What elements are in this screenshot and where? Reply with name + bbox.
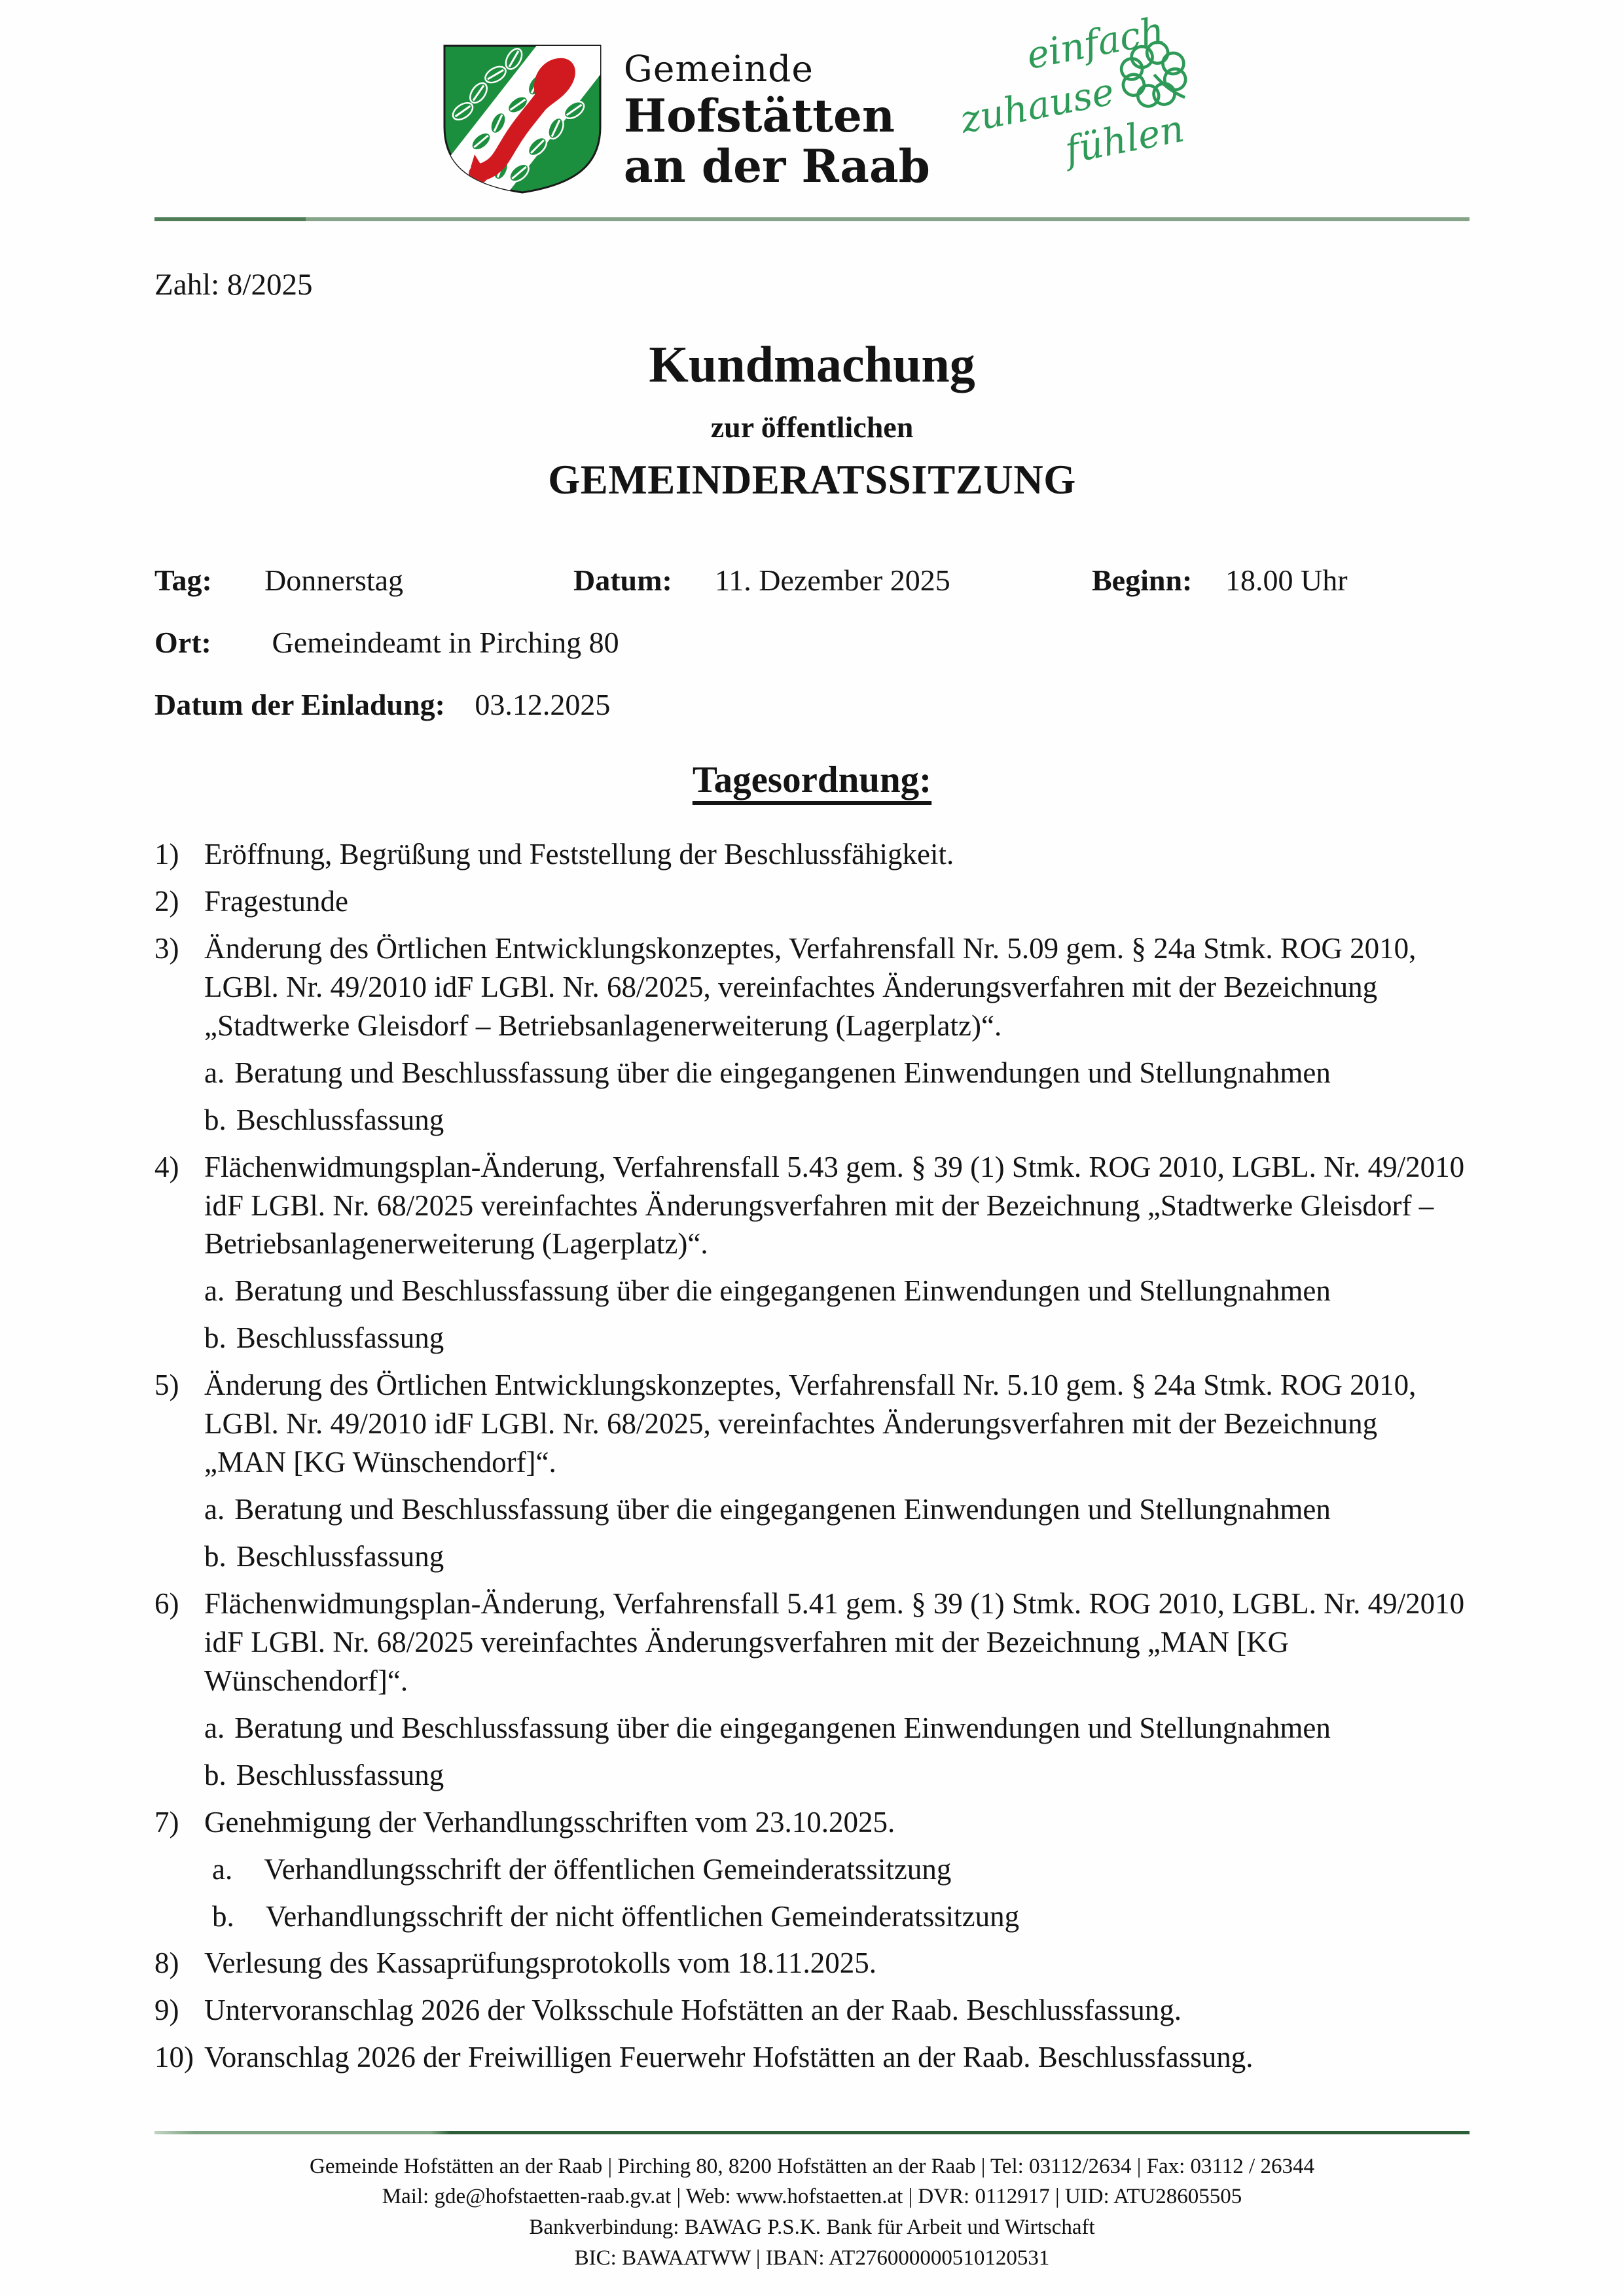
page-subtitle: zur öffentlichen [710,410,914,444]
agenda-item-text: Untervoranschlag 2026 der Volksschule Hofstätten an der Raab. Beschlussfassung. [204,1994,1182,2027]
agenda-subitem [212,1897,1466,1936]
agenda-subitems [204,1054,1466,1139]
footer-rule [154,2131,1470,2134]
ort-value: Gemeindeamt in Pirching 80 [272,626,619,659]
agenda-item-body [204,2038,1466,2077]
agenda-item-number: 10) [154,2041,194,2074]
agenda-subitem [204,1490,1466,1529]
footer-line-4: BIC: BAWAATWW | IBAN: AT276000000510120531 [574,2246,1050,2270]
agenda-subitem [204,1101,1466,1139]
agenda-subitems [204,1490,1466,1576]
agenda-item-body [204,1585,1466,1795]
agenda-subitem-letter: b. [204,1540,226,1573]
datum-label: Datum: [573,564,672,597]
agenda-subitem-letter: a. [204,1711,225,1744]
agenda-subitems [204,1272,1466,1357]
logo-row [168,9,1470,195]
agenda-item [154,835,1466,874]
agenda-subitem-text: Beschlussfassung [236,1540,444,1573]
page-title: Kundmachung [649,336,975,393]
slogan-line3: fühlen [1061,107,1188,173]
agenda-item-number: 2) [154,884,179,918]
agenda-item [154,1585,1466,1795]
agenda-subitem-letter: b. [204,1321,226,1355]
header-rule [154,217,1470,221]
agenda-item-number: 1) [154,838,179,870]
org-name-line2: Hofstätten [623,90,895,143]
masthead [154,9,1470,221]
agenda-item-body [204,1148,1466,1358]
agenda-item-body [204,1803,1466,1936]
agenda-item-text: Flächenwidmungsplan-Änderung, Verfahrensfall 5.43 gem. § 39 (1) Stmk. ROG 2010, LGBL. Nr. 49/2010 idF LGBl. Nr. 68/2025 vereinfachtes Änderungsverfahren mit der Bezeichnung „Stadtwerke Gleisdorf – Betriebsanlagenerweiterung (Lagerplatz)“. [204,1150,1465,1261]
agenda-item [154,1366,1466,1576]
agenda-subitem-text: Verhandlungsschrift der nicht öffentlichen Gemeinderatssitzung [265,1899,1020,1933]
agenda-subitem-text: Verhandlungsschrift der öffentlichen Gemeinderatssitzung [264,1852,952,1886]
agenda-subitem [204,1319,1466,1357]
agenda-item-number: 4) [154,1150,179,1183]
agenda-heading: Tagesordnung: [692,759,932,800]
agenda-item-number: 6) [154,1587,179,1620]
meeting-details [154,563,1470,722]
agenda-item-text: Änderung des Örtlichen Entwicklungskonzeptes, Verfahrensfall Nr. 5.09 gem. § 24a Stmk. ROG 2010, LGBl. Nr. 49/2010 idF LGBl. Nr. 68/2025, vereinfachtes Änderungsverfahren mit der Bezeichnung „Stadtwerke Gleisdorf – Betriebsanlagenerweiterung (Lagerplatz)“. [204,931,1416,1042]
meeting-details-row3 [154,687,1470,722]
agenda-item [154,1803,1466,1936]
agenda-subitem-letter: a. [204,1493,225,1526]
agenda-subitem-text: Beratung und Beschlussfassung über die eingegangenen Einwendungen und Stellungnahmen [234,1493,1331,1526]
slogan [948,7,1208,189]
agenda-item-body [204,882,1466,921]
agenda-item-text: Flächenwidmungsplan-Änderung, Verfahrensfall 5.41 gem. § 39 (1) Stmk. ROG 2010, LGBL. Nr. 49/2010 idF LGBl. Nr. 68/2025 vereinfachtes Änderungsverfahren mit der Bezeichnung „MAN [KG Wünschendorf]“. [204,1587,1465,1697]
agenda-subitem-letter: a. [212,1852,233,1886]
agenda-item [154,1991,1466,2030]
agenda-subitem-letter: a. [204,1274,225,1308]
agenda-subitem-text: Beratung und Beschlussfassung über die eingegangenen Einwendungen und Stellungnahmen [234,1274,1331,1308]
agenda-item-text: Änderung des Örtlichen Entwicklungskonzeptes, Verfahrensfall Nr. 5.10 gem. § 24a Stmk. ROG 2010, LGBl. Nr. 49/2010 idF LGBl. Nr. 68/2025, vereinfachtes Änderungsverfahren mit der Bezeichnung „MAN [KG Wünschendorf]“. [204,1369,1416,1479]
agenda-item [154,929,1466,1139]
agenda-item-number: 3) [154,931,179,965]
agenda-item-body [204,1944,1466,1982]
agenda-subitem [204,1709,1466,1748]
agenda-subitem-text: Beschlussfassung [236,1321,444,1355]
document-footer [154,2131,1470,2274]
agenda-item-text: Verlesung des Kassaprüfungsprotokolls vom 18.11.2025. [204,1946,876,1980]
event-title: GEMEINDERATSSITZUNG [548,457,1076,503]
beginn-value: 18.00 Uhr [1225,564,1348,597]
clover-icon [1108,29,1200,121]
ort-label: Ort: [154,626,211,659]
slogan-line1: einfach [1023,9,1168,78]
agenda-subitems [204,1850,1466,1936]
agenda-item-body [204,835,1466,874]
agenda-item [154,1944,1466,1982]
agenda-item-text: Voranschlag 2026 der Freiwilligen Feuerwehr Hofstätten an der Raab. Beschlussfassung. [204,2041,1254,2074]
agenda-item-text: Eröffnung, Begrüßung und Feststellung der Beschlussfähigkeit. [204,838,954,870]
meeting-details-row2 [154,625,1470,660]
org-name-line1: Gemeinde [623,48,814,90]
agenda-item [154,2038,1466,2077]
beginn-label: Beginn: [1092,564,1193,597]
agenda-item-text: Genehmigung der Verhandlungsschriften vom 23.10.2025. [204,1805,895,1839]
agenda-item-number: 8) [154,1946,179,1980]
agenda-subitem [204,1054,1466,1092]
agenda-item-body [204,1366,1466,1576]
agenda-item [154,1148,1466,1358]
meeting-details-row1 [154,563,1470,598]
tag-value: Donnerstag [264,564,404,597]
agenda-subitem-text: Beschlussfassung [236,1758,444,1791]
municipal-crest-icon [441,43,604,195]
agenda-item-text: Fragestunde [204,884,348,918]
agenda-item-number: 5) [154,1369,179,1402]
agenda-subitem-text: Beschlussfassung [236,1103,444,1136]
agenda-subitem [204,1756,1466,1795]
agenda-item-body [204,1991,1466,2030]
agenda-item [154,882,1466,921]
reference-number: Zahl: 8/2025 [154,268,313,302]
agenda-list [154,835,1470,2085]
org-name-line3: an der Raab [623,140,930,193]
agenda-subitem-letter: b. [204,1103,226,1136]
title-block [154,302,1470,504]
agenda-subitem [204,1537,1466,1576]
agenda-item-number: 9) [154,1994,179,2027]
footer-line-3: Bankverbindung: BAWAG P.S.K. Bank für Arbeit und Wirtschaft [529,2215,1095,2240]
agenda-subitem-letter: b. [212,1899,234,1933]
tag-label: Tag: [154,564,212,597]
agenda-subitem [204,1272,1466,1310]
agenda-subitems [204,1709,1466,1795]
footer-line-2: Mail: gde@hofstaetten-raab.gv.at | Web: www.hofstaetten.at | DVR: 0112917 | UID: ATU28605505 [382,2185,1242,2209]
agenda-item-body [204,929,1466,1139]
einladung-label: Datum der Einladung: [154,688,445,721]
agenda-subitem-text: Beratung und Beschlussfassung über die eingegangenen Einwendungen und Stellungnahmen [234,1056,1331,1089]
datum-value: 11. Dezember 2025 [715,564,950,597]
agenda-item-number: 7) [154,1805,179,1839]
municipality-name [623,48,930,193]
agenda-subitem [212,1850,1466,1889]
footer-line-1: Gemeinde Hofstätten an der Raab | Pirching 80, 8200 Hofstätten an der Raab | Tel: 03112/2634 | Fax: 03112 / 26344 [310,2154,1314,2178]
agenda-subitem-letter: a. [204,1056,225,1089]
einladung-value: 03.12.2025 [475,688,611,721]
slogan-line2: zuhause [956,69,1118,142]
agenda-subitem-text: Beratung und Beschlussfassung über die eingegangenen Einwendungen und Stellungnahmen [234,1711,1331,1744]
agenda-subitem-letter: b. [204,1758,226,1791]
